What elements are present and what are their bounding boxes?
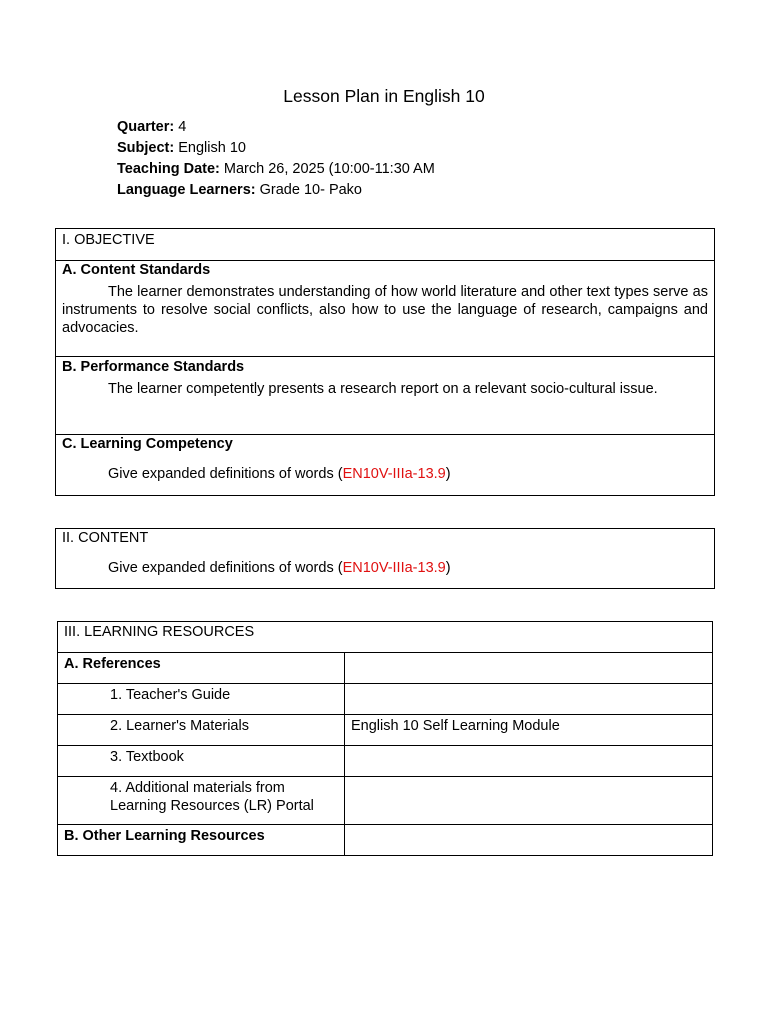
date-line bbox=[117, 159, 435, 180]
resource-value: English 10 Self Learning Module bbox=[345, 715, 713, 746]
table-row bbox=[58, 746, 713, 777]
references-row bbox=[58, 653, 713, 684]
content-heading: II. CONTENT bbox=[62, 530, 149, 546]
date-label: Teaching Date: bbox=[117, 161, 220, 177]
other-resources-row bbox=[58, 825, 713, 856]
objective-heading: I. OBJECTIVE bbox=[56, 229, 714, 261]
content-text bbox=[56, 547, 714, 587]
date-value: March 26, 2025 (10:00-11:30 AM bbox=[223, 161, 435, 177]
table-row bbox=[58, 777, 713, 825]
content-code: EN10V-IIIa-13.9 bbox=[342, 560, 446, 576]
subject-line bbox=[117, 138, 435, 159]
subject-value: English 10 bbox=[178, 140, 246, 156]
lesson-meta bbox=[117, 117, 435, 201]
other-resources-value bbox=[345, 825, 713, 856]
learning-competency-row bbox=[56, 435, 714, 495]
objective-section bbox=[55, 228, 715, 496]
resource-label: 2. Learner's Materials bbox=[58, 715, 345, 746]
content-standards-row bbox=[56, 261, 714, 357]
content-section bbox=[55, 528, 715, 589]
competency-close: ) bbox=[445, 466, 451, 482]
table-row bbox=[58, 684, 713, 715]
resource-label: 3. Textbook bbox=[58, 746, 345, 777]
quarter-line bbox=[117, 117, 435, 138]
learning-competency-label: C. Learning Competency bbox=[62, 436, 233, 452]
performance-standards-row bbox=[56, 357, 714, 435]
resource-value bbox=[345, 746, 713, 777]
resource-label: 1. Teacher's Guide bbox=[58, 684, 345, 715]
table-row bbox=[58, 715, 713, 746]
performance-standards-label: B. Performance Standards bbox=[62, 359, 245, 375]
resources-heading: III. LEARNING RESOURCES bbox=[58, 622, 713, 653]
learning-competency-text bbox=[56, 453, 714, 493]
content-text-main: Give expanded definitions of words ( bbox=[108, 560, 343, 576]
competency-code: EN10V-IIIa-13.9 bbox=[342, 466, 446, 482]
quarter-label: Quarter: bbox=[117, 119, 175, 135]
resource-value bbox=[345, 684, 713, 715]
content-close: ) bbox=[445, 560, 451, 576]
content-standards-label: A. Content Standards bbox=[62, 262, 211, 278]
resource-value bbox=[345, 777, 713, 825]
other-resources-label: B. Other Learning Resources bbox=[58, 825, 345, 856]
subject-label: Subject: bbox=[117, 140, 175, 156]
performance-standards-text: The learner competently presents a research report on a relevant socio-cultural issue. bbox=[108, 381, 658, 397]
references-value bbox=[345, 653, 713, 684]
competency-text: Give expanded definitions of words ( bbox=[108, 466, 343, 482]
learners-value: Grade 10- Pako bbox=[259, 182, 362, 198]
resource-label: 4. Additional materials from Learning Resources (LR) Portal bbox=[58, 777, 345, 825]
resources-section bbox=[57, 621, 713, 855]
quarter-value: 4 bbox=[178, 119, 187, 135]
references-label: A. References bbox=[58, 653, 345, 684]
content-standards-text: The learner demonstrates understanding of how world literature and other text types serve as instruments to resolve social conflicts, also how to use the language of research, campaigns and advocacies. bbox=[62, 284, 708, 336]
learners-line bbox=[117, 180, 435, 201]
resources-heading-row bbox=[58, 622, 713, 653]
learners-label: Language Learners: bbox=[117, 182, 256, 198]
page-title: Lesson Plan in English 10 bbox=[283, 86, 485, 106]
resources-table bbox=[57, 621, 713, 856]
